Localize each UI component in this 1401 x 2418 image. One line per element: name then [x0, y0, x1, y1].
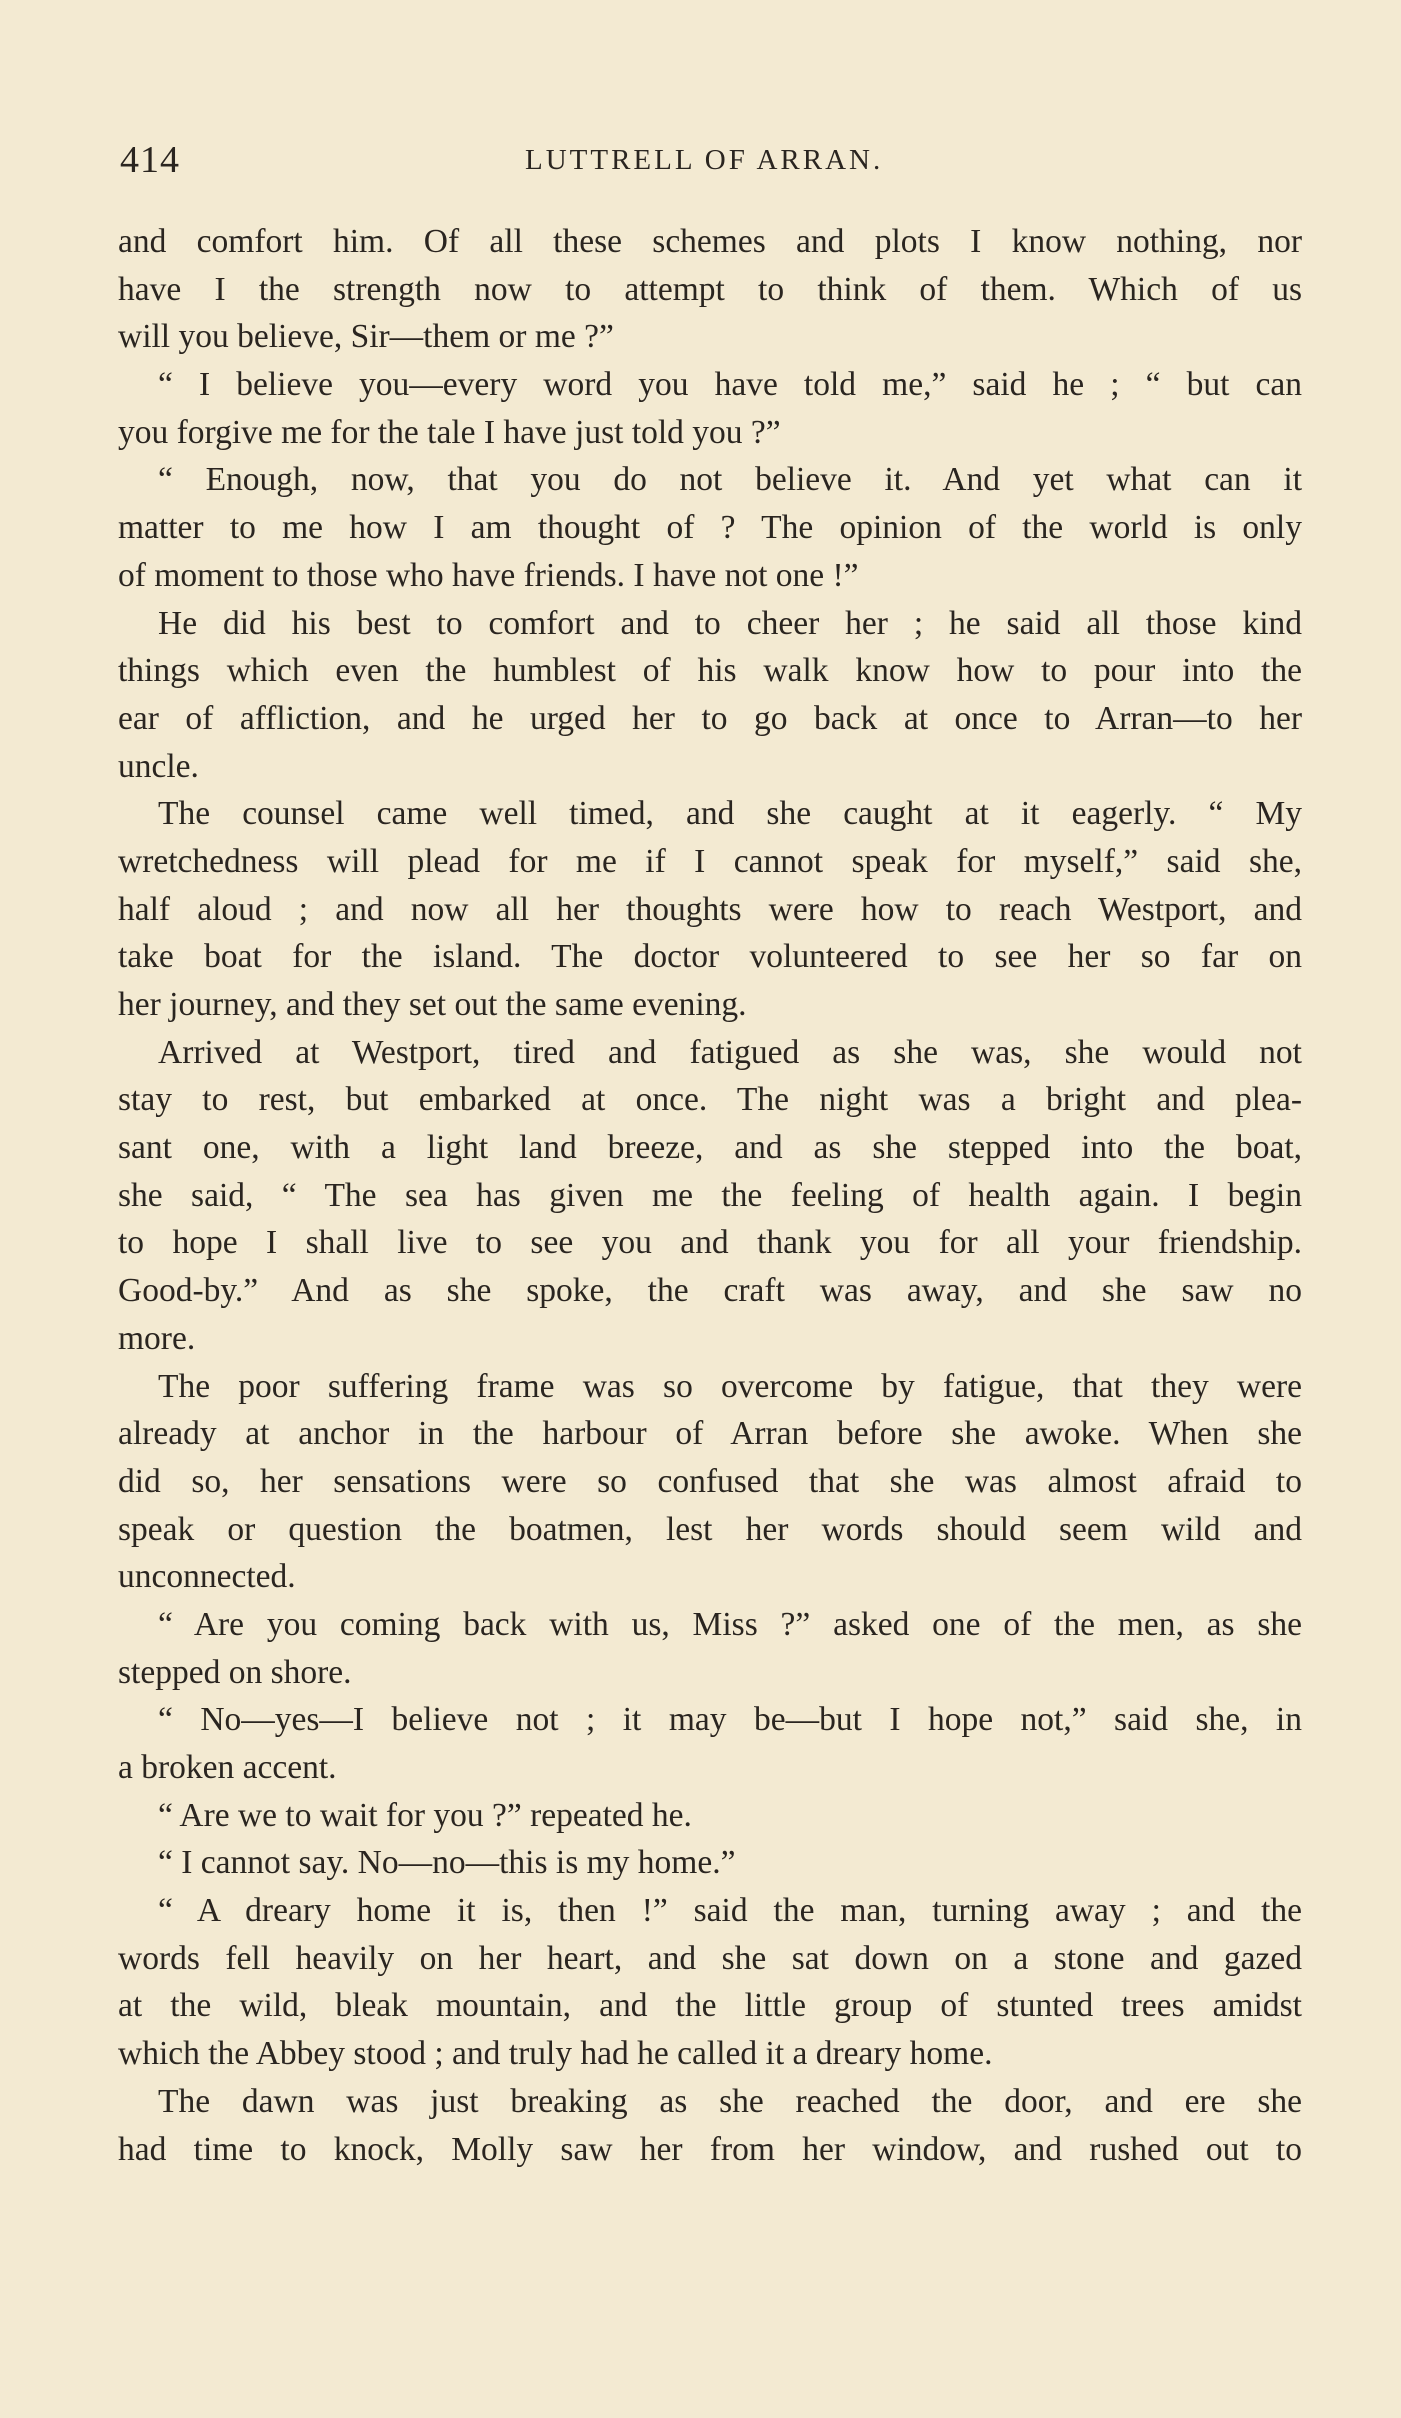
text-line: will you believe, Sir—them or me ?”: [118, 318, 614, 356]
text-line: “ Are we to wait for you ?” repeated he.: [158, 1796, 692, 1834]
text-line: a broken accent.: [118, 1749, 337, 1786]
text-line: and comfort him. Of all these schemes and plots I know nothing, nor: [118, 223, 1302, 260]
text-line: have I the strength now to attempt to think of them. Which of us: [118, 270, 1302, 308]
text-line: she said, “ The sea has given me the feeling of health again. I begin: [118, 1176, 1302, 1214]
text-line: uncle.: [118, 747, 199, 785]
text-line: He did his best to comfort and to cheer her ; he said all those kind: [158, 604, 1302, 642]
text-line: “ I believe you—every word you have told me,” said he ; “ but can: [158, 366, 1302, 404]
text-line: ear of affliction, and he urged her to go back at once to Arran—to her: [118, 699, 1302, 737]
text-line: “ A dreary home it is, then !” said the man, turning away ; and the: [158, 1892, 1302, 1930]
body-text: [118, 218, 1302, 2173]
text-line: “ I cannot say. No—no—this is my home.”: [158, 1844, 736, 1882]
text-line: to hope I shall live to see you and thank you for all your friendship.: [118, 1224, 1302, 1262]
text-line: unconnected.: [118, 1558, 296, 1596]
page-number: 414: [120, 139, 180, 181]
text-line: matter to me how I am thought of ? The opinion of the world is only: [118, 509, 1302, 547]
text-line: sant one, with a light land breeze, and as she stepped into the boat,: [118, 1129, 1302, 1167]
page-header: [120, 138, 1300, 198]
text-line: wretchedness will plead for me if I cannot speak for myself,” said she,: [118, 842, 1302, 880]
text-line: take boat for the island. The doctor volunteered to see her so far on: [118, 938, 1302, 976]
text-line: things which even the humblest of his walk know how to pour into the: [118, 652, 1302, 690]
text-line: “ Enough, now, that you do not believe it. And yet what can it: [158, 461, 1302, 499]
text-line: Good-by.” And as she spoke, the craft was away, and she saw no: [118, 1272, 1302, 1310]
text-line: more.: [118, 1319, 196, 1357]
text-line: Arrived at Westport, tired and fatigued as she was, she would not: [158, 1033, 1302, 1071]
text-line: speak or question the boatmen, lest her words should seem wild and: [118, 1510, 1302, 1548]
text-line: The dawn was just breaking as she reached the door, and ere she: [158, 2082, 1302, 2120]
text-line: The poor suffering frame was so overcome by fatigue, that they were: [158, 1367, 1302, 1405]
text-line: of moment to those who have friends. I have not one !”: [118, 556, 859, 594]
text-line: words fell heavily on her heart, and she sat down on a stone and gazed: [118, 1939, 1302, 1977]
text-line: had time to knock, Molly saw her from her window, and rushed out to: [118, 2130, 1302, 2168]
text-line: her journey, and they set out the same evening.: [118, 986, 747, 1023]
text-line: The counsel came well timed, and she caught at it eagerly. “ My: [158, 795, 1302, 833]
text-line: did so, her sensations were so confused that she was almost afraid to: [118, 1462, 1302, 1500]
text-line: half aloud ; and now all her thoughts were how to reach Westport, and: [118, 890, 1302, 928]
running-title: LUTTRELL OF ARRAN.: [525, 144, 884, 176]
text-line: at the wild, bleak mountain, and the little group of stunted trees amidst: [118, 1987, 1302, 2025]
text-line: stepped on shore.: [118, 1653, 352, 1691]
text-line: you forgive me for the tale I have just told you ?”: [118, 413, 781, 451]
text-line: already at anchor in the harbour of Arran before she awoke. When she: [118, 1415, 1302, 1453]
text-line: “ Are you coming back with us, Miss ?” asked one of the men, as she: [158, 1605, 1302, 1643]
text-line: which the Abbey stood ; and truly had he called it a dreary home.: [118, 2035, 993, 2073]
text-line: stay to rest, but embarked at once. The night was a bright and plea-: [118, 1081, 1302, 1119]
text-line: “ No—yes—I believe not ; it may be—but I hope not,” said she, in: [158, 1701, 1302, 1739]
